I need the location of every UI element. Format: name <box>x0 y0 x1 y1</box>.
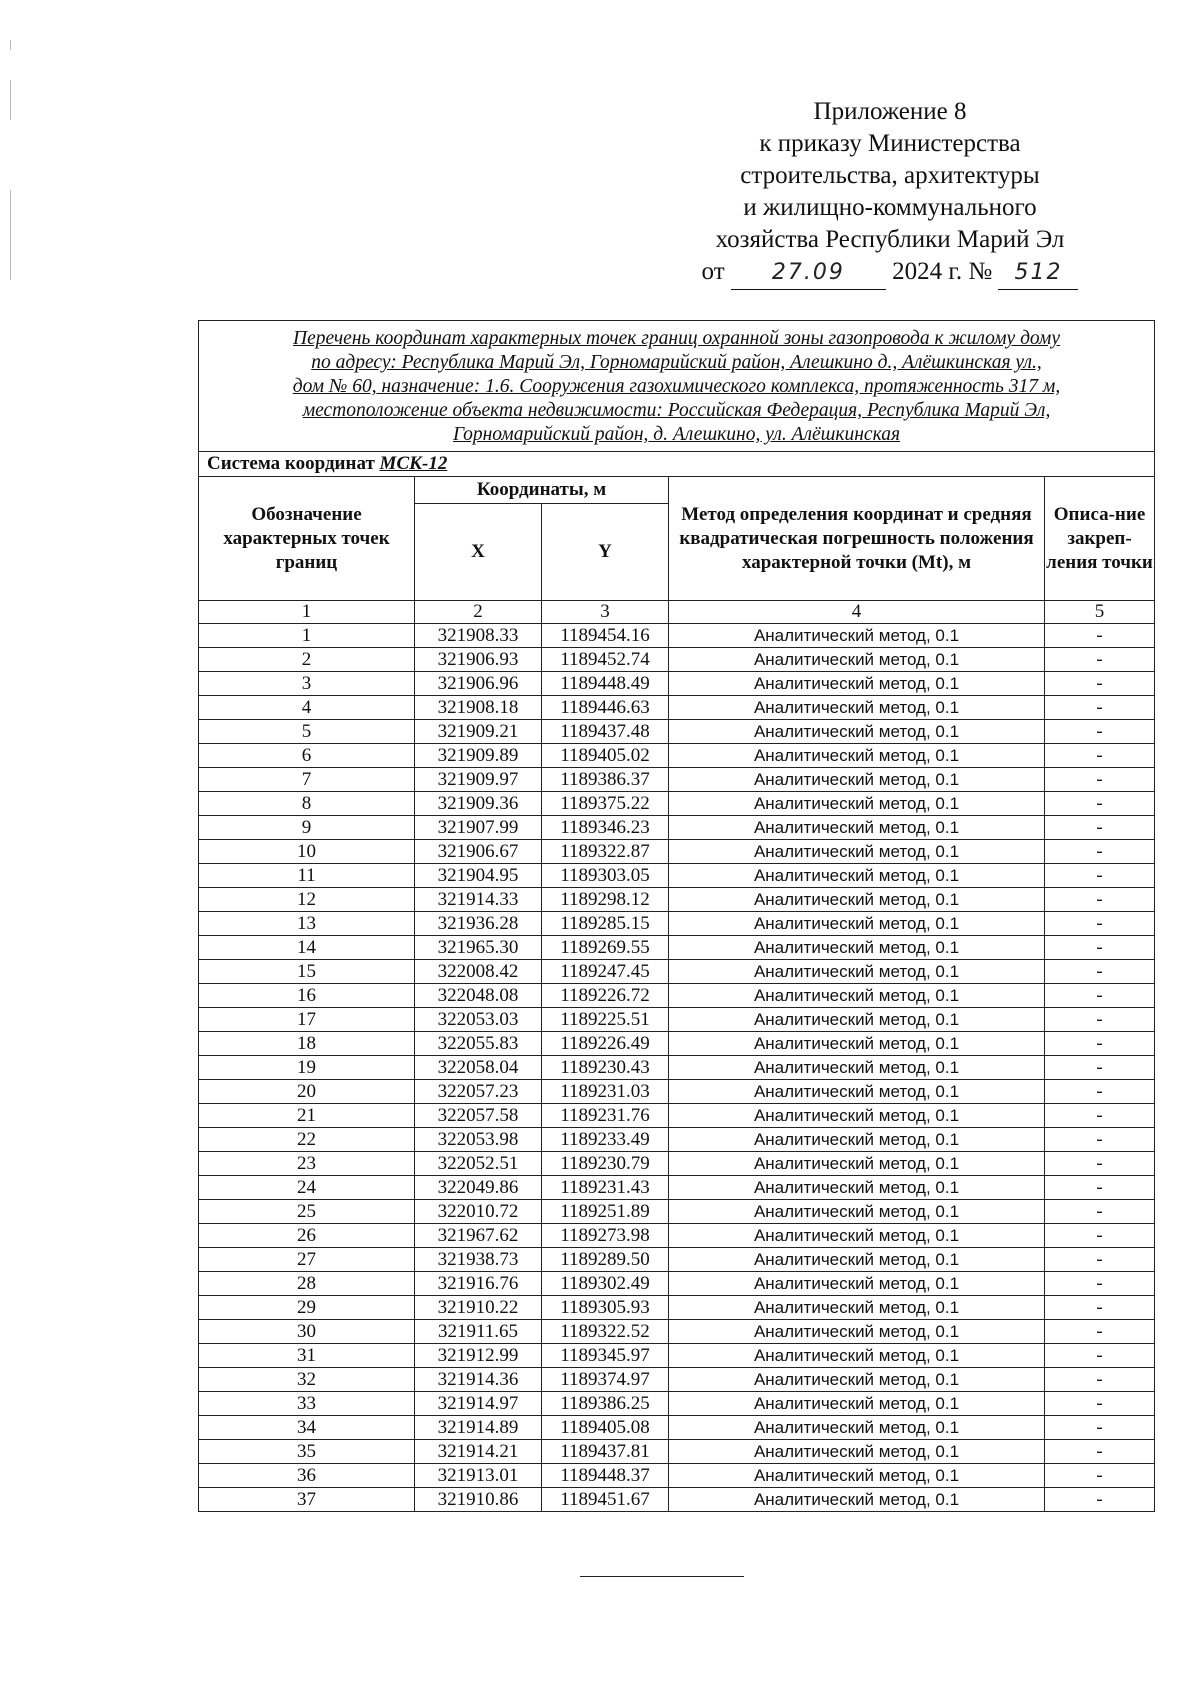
method-cell: Аналитический метод, 0.1 <box>669 1080 1045 1104</box>
point-number-cell: 2 <box>199 648 415 672</box>
x-coordinate-cell: 321909.36 <box>415 792 542 816</box>
point-number-cell: 31 <box>199 1344 415 1368</box>
end-divider <box>580 1576 744 1577</box>
coordinate-system-row <box>199 452 1155 477</box>
method-cell: Аналитический метод, 0.1 <box>669 1368 1045 1392</box>
point-number-cell: 18 <box>199 1032 415 1056</box>
col-header-description: Описа-ние закреп-ления точки <box>1045 477 1155 601</box>
coordinates-table-body <box>199 624 1155 1512</box>
description-cell: - <box>1045 1152 1155 1176</box>
description-cell: - <box>1045 1320 1155 1344</box>
method-cell: Аналитический метод, 0.1 <box>669 1320 1045 1344</box>
order-prefix: от <box>701 258 725 285</box>
x-coordinate-cell: 321914.36 <box>415 1368 542 1392</box>
coordinate-system-value: МСК-12 <box>379 453 448 474</box>
y-coordinate-cell: 1189454.16 <box>542 624 669 648</box>
table-row <box>199 1440 1155 1464</box>
table-row <box>199 1224 1155 1248</box>
x-coordinate-cell: 322058.04 <box>415 1056 542 1080</box>
x-coordinate-cell: 321967.62 <box>415 1224 542 1248</box>
description-cell: - <box>1045 672 1155 696</box>
x-coordinate-cell: 321911.65 <box>415 1320 542 1344</box>
description-cell: - <box>1045 1392 1155 1416</box>
scan-edge-mark <box>10 40 11 50</box>
table-row <box>199 672 1155 696</box>
x-coordinate-cell: 321938.73 <box>415 1248 542 1272</box>
point-number-cell: 30 <box>199 1320 415 1344</box>
table-row <box>199 1176 1155 1200</box>
col-header-point: Обозначение характерных точек границ <box>199 477 415 601</box>
description-cell: - <box>1045 720 1155 744</box>
description-cell: - <box>1045 1488 1155 1512</box>
method-cell: Аналитический метод, 0.1 <box>669 1392 1045 1416</box>
point-number-cell: 5 <box>199 720 415 744</box>
y-coordinate-cell: 1189226.72 <box>542 984 669 1008</box>
method-cell: Аналитический метод, 0.1 <box>669 816 1045 840</box>
y-coordinate-cell: 1189448.37 <box>542 1464 669 1488</box>
description-cell: - <box>1045 1032 1155 1056</box>
x-coordinate-cell: 321908.33 <box>415 624 542 648</box>
point-number-cell: 20 <box>199 1080 415 1104</box>
table-row <box>199 1200 1155 1224</box>
description-cell: - <box>1045 1224 1155 1248</box>
x-coordinate-cell: 321914.21 <box>415 1440 542 1464</box>
method-cell: Аналитический метод, 0.1 <box>669 912 1045 936</box>
description-cell: - <box>1045 888 1155 912</box>
method-cell: Аналитический метод, 0.1 <box>669 1344 1045 1368</box>
method-cell: Аналитический метод, 0.1 <box>669 696 1045 720</box>
method-cell: Аналитический метод, 0.1 <box>669 1440 1045 1464</box>
y-coordinate-cell: 1189345.97 <box>542 1344 669 1368</box>
method-cell: Аналитический метод, 0.1 <box>669 744 1045 768</box>
point-number-cell: 13 <box>199 912 415 936</box>
table-title <box>199 321 1155 452</box>
method-cell: Аналитический метод, 0.1 <box>669 888 1045 912</box>
column-number: 5 <box>1045 601 1155 624</box>
description-cell: - <box>1045 1200 1155 1224</box>
x-coordinate-cell: 322049.86 <box>415 1176 542 1200</box>
table-row <box>199 1152 1155 1176</box>
method-cell: Аналитический метод, 0.1 <box>669 1488 1045 1512</box>
table-row <box>199 984 1155 1008</box>
description-cell: - <box>1045 936 1155 960</box>
description-cell: - <box>1045 1416 1155 1440</box>
method-cell: Аналитический метод, 0.1 <box>669 1200 1045 1224</box>
point-number-cell: 16 <box>199 984 415 1008</box>
x-coordinate-cell: 321904.95 <box>415 864 542 888</box>
y-coordinate-cell: 1189226.49 <box>542 1032 669 1056</box>
table-row <box>199 744 1155 768</box>
method-cell: Аналитический метод, 0.1 <box>669 1272 1045 1296</box>
table-row <box>199 720 1155 744</box>
y-coordinate-cell: 1189305.93 <box>542 1296 669 1320</box>
scan-edge-mark <box>10 80 11 120</box>
table-row <box>199 1008 1155 1032</box>
point-number-cell: 12 <box>199 888 415 912</box>
method-cell: Аналитический метод, 0.1 <box>669 1056 1045 1080</box>
point-number-cell: 10 <box>199 840 415 864</box>
description-cell: - <box>1045 1440 1155 1464</box>
header-line: строительства, архитектуры <box>740 162 1040 189</box>
description-cell: - <box>1045 1296 1155 1320</box>
x-coordinate-cell: 321913.01 <box>415 1464 542 1488</box>
y-coordinate-cell: 1189346.23 <box>542 816 669 840</box>
table-row <box>199 1128 1155 1152</box>
header-line: хозяйства Республики Марий Эл <box>715 226 1065 253</box>
point-number-cell: 14 <box>199 936 415 960</box>
point-number-cell: 8 <box>199 792 415 816</box>
x-coordinate-cell: 321906.96 <box>415 672 542 696</box>
y-coordinate-cell: 1189230.43 <box>542 1056 669 1080</box>
y-coordinate-cell: 1189231.76 <box>542 1104 669 1128</box>
table-row <box>199 840 1155 864</box>
table-row <box>199 912 1155 936</box>
column-number: 2 <box>415 601 542 624</box>
header-line: Приложение 8 <box>813 98 967 125</box>
order-number-handwritten: 512 <box>998 257 1078 290</box>
point-number-cell: 33 <box>199 1392 415 1416</box>
method-cell: Аналитический метод, 0.1 <box>669 672 1045 696</box>
y-coordinate-cell: 1189451.67 <box>542 1488 669 1512</box>
table-row <box>199 792 1155 816</box>
description-cell: - <box>1045 1248 1155 1272</box>
y-coordinate-cell: 1189437.48 <box>542 720 669 744</box>
y-coordinate-cell: 1189386.37 <box>542 768 669 792</box>
description-cell: - <box>1045 648 1155 672</box>
y-coordinate-cell: 1189446.63 <box>542 696 669 720</box>
scan-edge-mark <box>10 190 11 280</box>
x-coordinate-cell: 322057.23 <box>415 1080 542 1104</box>
description-cell: - <box>1045 864 1155 888</box>
method-cell: Аналитический метод, 0.1 <box>669 1176 1045 1200</box>
description-cell: - <box>1045 792 1155 816</box>
description-cell: - <box>1045 960 1155 984</box>
description-cell: - <box>1045 912 1155 936</box>
x-coordinate-cell: 321908.18 <box>415 696 542 720</box>
table-title-line: Горномарийский район, д. Алешкино, ул. Алёшкинская <box>452 424 901 445</box>
method-cell: Аналитический метод, 0.1 <box>669 792 1045 816</box>
table-row <box>199 864 1155 888</box>
description-cell: - <box>1045 984 1155 1008</box>
y-coordinate-cell: 1189405.08 <box>542 1416 669 1440</box>
table-title-line: Перечень координат характерных точек границ охранной зоны газопровода к жилому дому <box>292 328 1061 349</box>
header-line: к приказу Министерства <box>759 130 1021 157</box>
table-row <box>199 1032 1155 1056</box>
method-cell: Аналитический метод, 0.1 <box>669 1416 1045 1440</box>
method-cell: Аналитический метод, 0.1 <box>669 864 1045 888</box>
col-header-x: X <box>415 504 542 601</box>
y-coordinate-cell: 1189285.15 <box>542 912 669 936</box>
x-coordinate-cell: 322048.08 <box>415 984 542 1008</box>
y-coordinate-cell: 1189322.87 <box>542 840 669 864</box>
y-coordinate-cell: 1189448.49 <box>542 672 669 696</box>
table-row <box>199 1104 1155 1128</box>
y-coordinate-cell: 1189303.05 <box>542 864 669 888</box>
description-cell: - <box>1045 816 1155 840</box>
description-cell: - <box>1045 1464 1155 1488</box>
point-number-cell: 32 <box>199 1368 415 1392</box>
x-coordinate-cell: 322052.51 <box>415 1152 542 1176</box>
description-cell: - <box>1045 1368 1155 1392</box>
method-cell: Аналитический метод, 0.1 <box>669 1152 1045 1176</box>
x-coordinate-cell: 322055.83 <box>415 1032 542 1056</box>
y-coordinate-cell: 1189273.98 <box>542 1224 669 1248</box>
point-number-cell: 15 <box>199 960 415 984</box>
point-number-cell: 35 <box>199 1440 415 1464</box>
method-cell: Аналитический метод, 0.1 <box>669 984 1045 1008</box>
point-number-cell: 11 <box>199 864 415 888</box>
table-row <box>199 1272 1155 1296</box>
description-cell: - <box>1045 1080 1155 1104</box>
y-coordinate-cell: 1189231.43 <box>542 1176 669 1200</box>
method-cell: Аналитический метод, 0.1 <box>669 936 1045 960</box>
method-cell: Аналитический метод, 0.1 <box>669 720 1045 744</box>
point-number-cell: 26 <box>199 1224 415 1248</box>
header-line: и жилищно-коммунального <box>743 194 1037 221</box>
method-cell: Аналитический метод, 0.1 <box>669 1032 1045 1056</box>
description-cell: - <box>1045 624 1155 648</box>
point-number-cell: 36 <box>199 1464 415 1488</box>
method-cell: Аналитический метод, 0.1 <box>669 1248 1045 1272</box>
table-row <box>199 648 1155 672</box>
y-coordinate-cell: 1189230.79 <box>542 1152 669 1176</box>
col-header-coords: Координаты, м <box>415 477 669 504</box>
table-row <box>199 1296 1155 1320</box>
description-cell: - <box>1045 840 1155 864</box>
table-row <box>199 1248 1155 1272</box>
column-number: 3 <box>542 601 669 624</box>
point-number-cell: 28 <box>199 1272 415 1296</box>
col-header-y: Y <box>542 504 669 601</box>
table-row <box>199 1320 1155 1344</box>
table-row <box>199 1464 1155 1488</box>
y-coordinate-cell: 1189322.52 <box>542 1320 669 1344</box>
x-coordinate-cell: 321909.97 <box>415 768 542 792</box>
point-number-cell: 24 <box>199 1176 415 1200</box>
point-number-cell: 25 <box>199 1200 415 1224</box>
table-row <box>199 1392 1155 1416</box>
method-cell: Аналитический метод, 0.1 <box>669 1464 1045 1488</box>
x-coordinate-cell: 321914.89 <box>415 1416 542 1440</box>
table-title-line: по адресу: Республика Марий Эл, Горномарийский район, Алешкино д., Алёшкинская ул., <box>311 352 1042 373</box>
y-coordinate-cell: 1189302.49 <box>542 1272 669 1296</box>
point-number-cell: 37 <box>199 1488 415 1512</box>
table-row <box>199 624 1155 648</box>
x-coordinate-cell: 321916.76 <box>415 1272 542 1296</box>
description-cell: - <box>1045 1344 1155 1368</box>
order-year: 2024 г. № <box>892 258 993 285</box>
table-row <box>199 1344 1155 1368</box>
table-row <box>199 1416 1155 1440</box>
table-row <box>199 1488 1155 1512</box>
x-coordinate-cell: 321907.99 <box>415 816 542 840</box>
description-cell: - <box>1045 1128 1155 1152</box>
table-row <box>199 1080 1155 1104</box>
table-row <box>199 1368 1155 1392</box>
x-coordinate-cell: 322057.58 <box>415 1104 542 1128</box>
point-number-cell: 17 <box>199 1008 415 1032</box>
y-coordinate-cell: 1189452.74 <box>542 648 669 672</box>
method-cell: Аналитический метод, 0.1 <box>669 1128 1045 1152</box>
point-number-cell: 34 <box>199 1416 415 1440</box>
x-coordinate-cell: 321910.86 <box>415 1488 542 1512</box>
table-row <box>199 816 1155 840</box>
y-coordinate-cell: 1189231.03 <box>542 1080 669 1104</box>
table-title-line: местоположение объекта недвижимости: Российская Федерация, Республика Марий Эл, <box>302 400 1051 421</box>
point-number-cell: 27 <box>199 1248 415 1272</box>
y-coordinate-cell: 1189233.49 <box>542 1128 669 1152</box>
point-number-cell: 29 <box>199 1296 415 1320</box>
description-cell: - <box>1045 696 1155 720</box>
col-header-method: Метод определения координат и средняя квадратическая погрешность положения характерной точки (Mt), м <box>669 477 1045 601</box>
description-cell: - <box>1045 1176 1155 1200</box>
table-row <box>199 936 1155 960</box>
point-number-cell: 19 <box>199 1056 415 1080</box>
table-row <box>199 768 1155 792</box>
method-cell: Аналитический метод, 0.1 <box>669 1224 1045 1248</box>
y-coordinate-cell: 1189247.45 <box>542 960 669 984</box>
point-number-cell: 1 <box>199 624 415 648</box>
table-row <box>199 960 1155 984</box>
x-coordinate-cell: 321909.89 <box>415 744 542 768</box>
method-cell: Аналитический метод, 0.1 <box>669 768 1045 792</box>
y-coordinate-cell: 1189374.97 <box>542 1368 669 1392</box>
method-cell: Аналитический метод, 0.1 <box>669 960 1045 984</box>
coordinate-system-label: Система координат <box>207 453 375 474</box>
x-coordinate-cell: 321912.99 <box>415 1344 542 1368</box>
table-title-line: дом № 60, назначение: 1.6. Сооружения газохимического комплекса, протяженность 317 м, <box>292 376 1061 397</box>
description-cell: - <box>1045 1056 1155 1080</box>
x-coordinate-cell: 321914.33 <box>415 888 542 912</box>
point-number-cell: 23 <box>199 1152 415 1176</box>
order-date-handwritten: 27.09 <box>731 257 886 290</box>
y-coordinate-cell: 1189298.12 <box>542 888 669 912</box>
description-cell: - <box>1045 1272 1155 1296</box>
description-cell: - <box>1045 744 1155 768</box>
y-coordinate-cell: 1189437.81 <box>542 1440 669 1464</box>
table-row <box>199 696 1155 720</box>
x-coordinate-cell: 321910.22 <box>415 1296 542 1320</box>
table-row <box>199 1056 1155 1080</box>
coordinates-table <box>198 320 1155 1512</box>
y-coordinate-cell: 1189225.51 <box>542 1008 669 1032</box>
y-coordinate-cell: 1189289.50 <box>542 1248 669 1272</box>
y-coordinate-cell: 1189375.22 <box>542 792 669 816</box>
y-coordinate-cell: 1189405.02 <box>542 744 669 768</box>
x-coordinate-cell: 321906.67 <box>415 840 542 864</box>
table-row <box>199 888 1155 912</box>
point-number-cell: 21 <box>199 1104 415 1128</box>
point-number-cell: 7 <box>199 768 415 792</box>
description-cell: - <box>1045 1008 1155 1032</box>
x-coordinate-cell: 322010.72 <box>415 1200 542 1224</box>
method-cell: Аналитический метод, 0.1 <box>669 1104 1045 1128</box>
x-coordinate-cell: 321914.97 <box>415 1392 542 1416</box>
point-number-cell: 3 <box>199 672 415 696</box>
description-cell: - <box>1045 768 1155 792</box>
method-cell: Аналитический метод, 0.1 <box>669 1296 1045 1320</box>
point-number-cell: 22 <box>199 1128 415 1152</box>
order-date-line <box>690 256 1090 290</box>
point-number-cell: 6 <box>199 744 415 768</box>
point-number-cell: 4 <box>199 696 415 720</box>
method-cell: Аналитический метод, 0.1 <box>669 624 1045 648</box>
x-coordinate-cell: 321936.28 <box>415 912 542 936</box>
column-number: 1 <box>199 601 415 624</box>
x-coordinate-cell: 322053.03 <box>415 1008 542 1032</box>
x-coordinate-cell: 321906.93 <box>415 648 542 672</box>
x-coordinate-cell: 322008.42 <box>415 960 542 984</box>
y-coordinate-cell: 1189251.89 <box>542 1200 669 1224</box>
point-number-cell: 9 <box>199 816 415 840</box>
method-cell: Аналитический метод, 0.1 <box>669 648 1045 672</box>
x-coordinate-cell: 321909.21 <box>415 720 542 744</box>
column-number: 4 <box>669 601 1045 624</box>
method-cell: Аналитический метод, 0.1 <box>669 1008 1045 1032</box>
x-coordinate-cell: 321965.30 <box>415 936 542 960</box>
description-cell: - <box>1045 1104 1155 1128</box>
method-cell: Аналитический метод, 0.1 <box>669 840 1045 864</box>
x-coordinate-cell: 322053.98 <box>415 1128 542 1152</box>
appendix-header <box>690 96 1090 290</box>
y-coordinate-cell: 1189269.55 <box>542 936 669 960</box>
y-coordinate-cell: 1189386.25 <box>542 1392 669 1416</box>
